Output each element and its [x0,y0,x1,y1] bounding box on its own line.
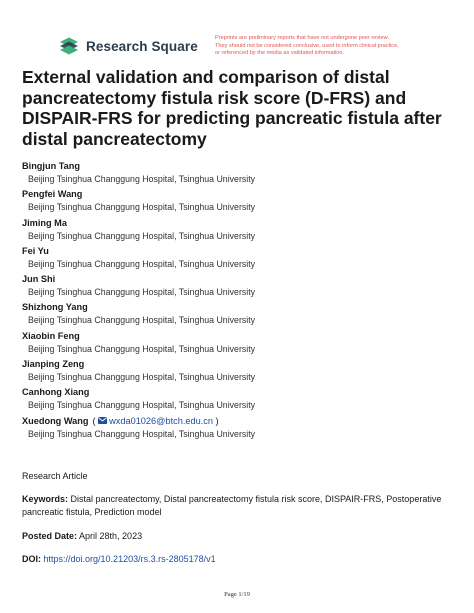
author-affiliation: Beijing Tsinghua Changgung Hospital, Tsinghua University [28,315,256,326]
disclaimer-line: or referenced by the media as validated information. [215,50,345,57]
author-name-row [22,415,462,428]
author-name: Bingjun Tang [22,161,81,171]
doi-link[interactable]: https://doi.org/10.21203/rs.3.rs-2805178/v1 [43,554,216,564]
author-entry [22,330,462,358]
author-name: Jun Shi [22,274,56,285]
author-affiliation: Beijing Tsinghua Changgung Hospital, Tsinghua University [28,428,256,439]
author-name: Pengfei Wang [22,189,83,200]
posted-date-label: Posted Date: [22,531,78,541]
keywords-text: Distal pancreatectomy, Distal pancreatectomy fistula risk score, DISPAIR-FRS, Postoperative pancreatic fistula, Prediction model [22,494,442,517]
posted-date-value: April 28th, 2023 [79,531,143,541]
author-affiliation: Beijing Tsinghua Changgung Hospital, Tsinghua University [28,230,256,241]
author-affiliation: Beijing Tsinghua Changgung Hospital, Tsinghua University [28,258,256,269]
keywords [22,493,462,519]
disclaimer-line: They should not be considered conclusive, used to inform clinical practice, [215,42,399,49]
author-entry [22,301,462,329]
author-entry-corresponding [22,415,462,443]
doi [22,553,462,566]
paper-title: External validation and comparison of distal pancreatectomy fistula risk score (D-FRS) and DISPAIR-FRS for predicting pancreatic fistula after distal pancreatectomy [22,67,442,149]
author-name: Xiaobin Feng [22,330,80,341]
research-square-logo-icon [58,36,80,56]
article-type: Research Article [22,471,88,481]
author-entry [22,245,462,273]
author-affiliation: Beijing Tsinghua Changgung Hospital, Tsinghua University [28,174,256,184]
page-number: Page 1/19 [224,591,250,598]
author-name: Shizhong Yang [22,302,88,313]
author-contact [93,415,219,428]
author-name: Xuedong Wang [22,415,89,426]
envelope-icon [98,417,107,424]
author-affiliation: Beijing Tsinghua Changgung Hospital, Tsinghua University [28,202,256,213]
author-entry [22,386,462,414]
author-entry [22,273,462,301]
author-affiliation: Beijing Tsinghua Changgung Hospital, Tsinghua University [28,372,256,383]
disclaimer-line: Preprints are preliminary reports that have not undergone peer review. [215,35,389,41]
open-paren: ( [92,415,96,426]
author-entry [22,217,462,245]
author-affiliation: Beijing Tsinghua Changgung Hospital, Tsinghua University [28,343,256,354]
header [58,36,198,56]
author-entry [22,188,462,216]
email-text: wxda01026@btch.edu.cn [109,415,213,426]
author-affiliation: Beijing Tsinghua Changgung Hospital, Tsinghua University [28,400,256,411]
email-link[interactable] [98,416,215,426]
close-paren: ) [215,415,219,426]
keywords-label: Keywords: [22,494,69,504]
author-name: Jiming Ma [22,217,67,228]
preprint-disclaimer [215,35,435,58]
author-affiliation: Beijing Tsinghua Changgung Hospital, Tsinghua University [28,287,256,298]
posted-date [22,530,462,543]
author-name: Jianping Zeng [22,359,85,370]
author-entry [22,358,462,386]
author-name: Fei Yu [22,245,49,256]
brand-name: Research Square [86,38,198,54]
author-name: Canhong Xiang [22,387,90,398]
doi-label: DOI: [22,554,41,564]
author-list [22,160,462,443]
author-entry [22,160,462,188]
